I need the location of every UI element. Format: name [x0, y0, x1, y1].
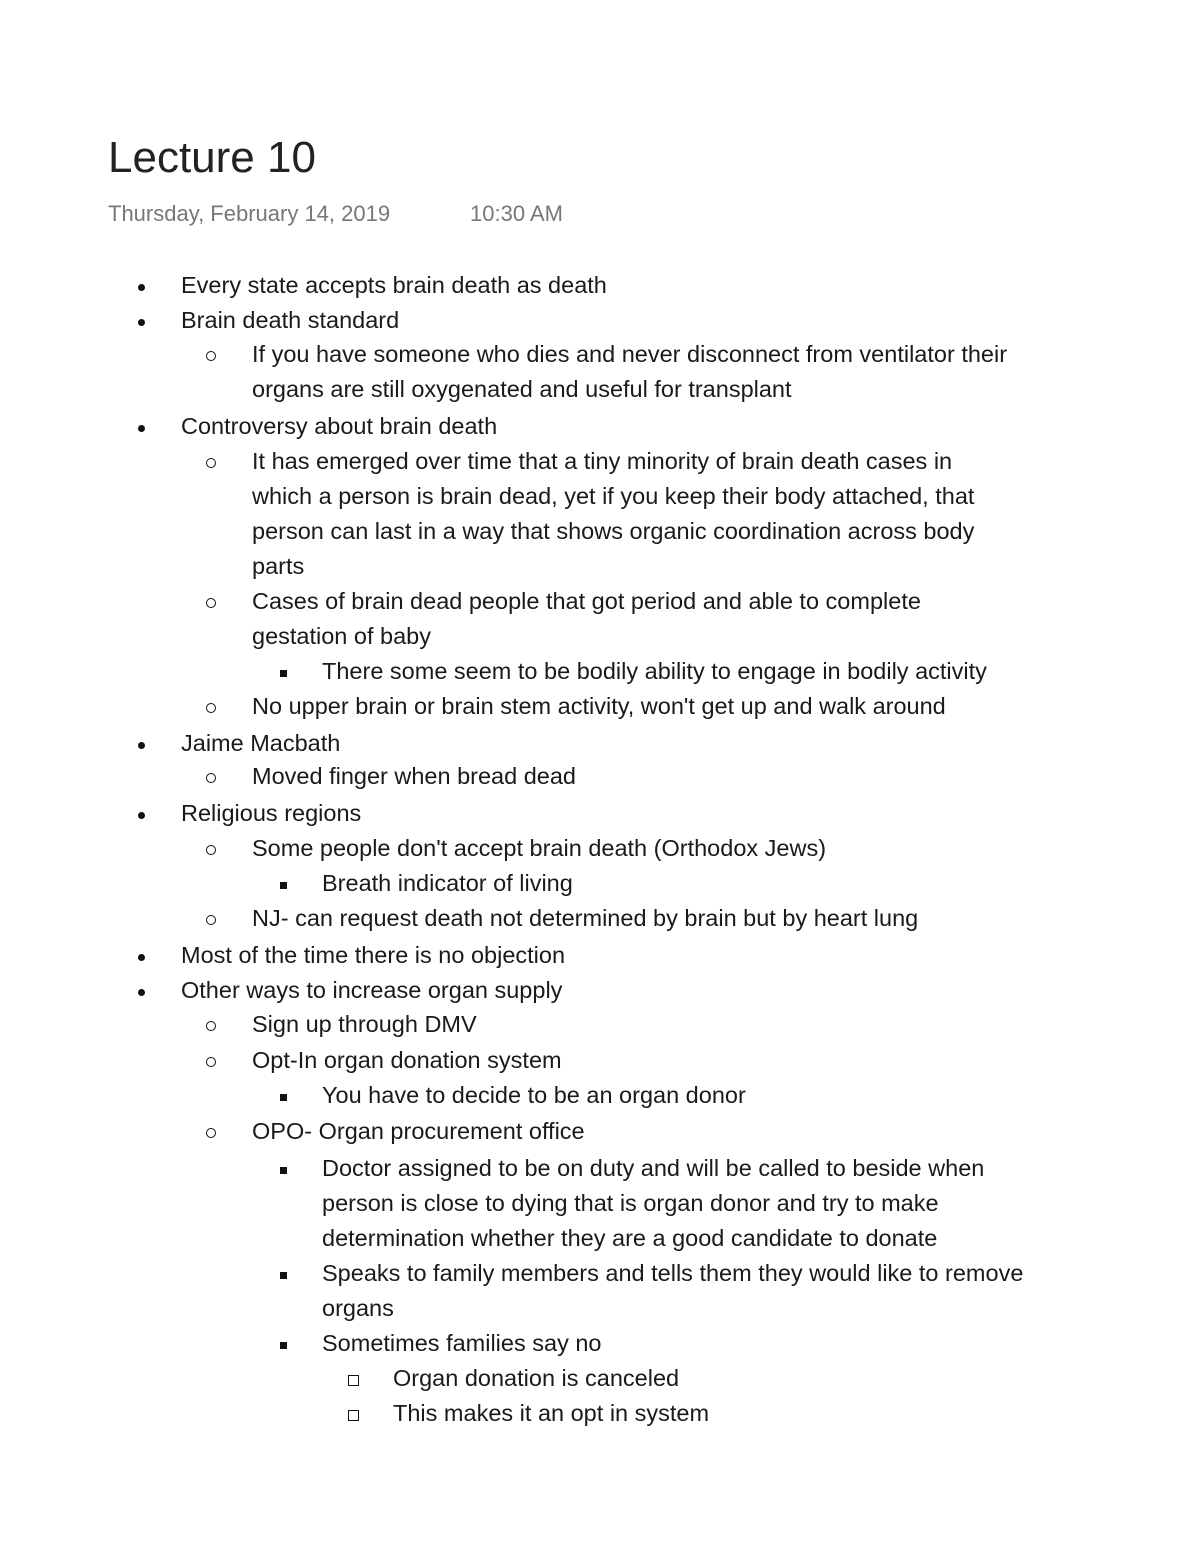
list-item-continuation: person can last in a way that shows organic coordination across body	[252, 518, 975, 544]
bullet-icon	[206, 458, 216, 468]
bullet-marker-level-2	[206, 444, 216, 479]
bullet-icon	[206, 845, 216, 855]
list-item: Cases of brain dead people that got period and able to complete	[252, 588, 921, 614]
bullet-icon	[206, 1021, 216, 1031]
bullet-icon	[138, 812, 145, 819]
bullet-marker-level-2	[206, 689, 216, 724]
bullet-icon	[206, 773, 216, 783]
bullet-marker-level-3	[280, 1151, 287, 1186]
list-item: Controversy about brain death	[181, 413, 498, 439]
bullet-marker-level-4	[348, 1396, 359, 1431]
list-item: Sometimes families say no	[322, 1330, 602, 1356]
bullet-marker-level-3	[280, 866, 287, 901]
list-item: Religious regions	[181, 800, 362, 826]
list-item: If you have someone who dies and never disconnect from ventilator their	[252, 341, 1008, 367]
bullet-marker-level-3	[280, 1078, 287, 1113]
bullet-marker-level-2	[206, 759, 216, 794]
note-meta	[108, 199, 563, 229]
list-item: Most of the time there is no objection	[181, 942, 566, 968]
list-item: Organ donation is canceled	[393, 1365, 680, 1391]
bullet-marker-level-1	[138, 973, 145, 1008]
bullet-marker-level-4	[348, 1361, 359, 1396]
bullet-icon	[138, 425, 145, 432]
bullet-marker-level-1	[138, 409, 145, 444]
list-item-continuation: gestation of baby	[252, 623, 431, 649]
bullet-icon	[206, 598, 216, 608]
bullet-icon	[138, 954, 145, 961]
list-item: Moved finger when bread dead	[252, 763, 576, 789]
bullet-marker-level-1	[138, 268, 145, 303]
bullet-icon	[206, 1128, 216, 1138]
list-item: There some seem to be bodily ability to engage in bodily activity	[322, 658, 987, 684]
bullet-icon	[280, 882, 287, 889]
note-time: 10:30 AM	[470, 201, 563, 226]
list-item-continuation: which a person is brain dead, yet if you keep their body attached, that	[252, 483, 975, 509]
bullet-marker-level-3	[280, 1326, 287, 1361]
list-item-continuation: organs are still oxygenated and useful for transplant	[252, 376, 792, 402]
bullet-marker-level-2	[206, 831, 216, 866]
list-item: Other ways to increase organ supply	[181, 977, 563, 1003]
bullet-marker-level-1	[138, 938, 145, 973]
bullet-icon	[280, 1094, 287, 1101]
list-item: Brain death standard	[181, 307, 400, 333]
list-item: It has emerged over time that a tiny minority of brain death cases in	[252, 448, 953, 474]
list-item: Doctor assigned to be on duty and will be called to beside when	[322, 1155, 985, 1181]
list-item: Breath indicator of living	[322, 870, 573, 896]
list-item: Speaks to family members and tells them they would like to remove	[322, 1260, 1024, 1286]
bullet-marker-level-1	[138, 303, 145, 338]
bullet-icon	[138, 742, 145, 749]
bullet-marker-level-3	[280, 654, 287, 689]
bullet-icon	[348, 1375, 359, 1386]
bullet-marker-level-2	[206, 1114, 216, 1149]
list-item-continuation: person is close to dying that is organ donor and try to make	[322, 1190, 939, 1216]
bullet-icon	[206, 915, 216, 925]
list-item-continuation: determination whether they are a good candidate to donate	[322, 1225, 938, 1251]
bullet-icon	[206, 1057, 216, 1067]
bullet-icon	[206, 351, 216, 361]
bullet-icon	[280, 1167, 287, 1174]
bullet-marker-level-2	[206, 1007, 216, 1042]
bullet-marker-level-3	[280, 1256, 287, 1291]
bullet-icon	[280, 670, 287, 677]
list-item: Every state accepts brain death as death	[181, 272, 607, 298]
list-item-continuation: parts	[252, 553, 305, 579]
list-item: Opt-In organ donation system	[252, 1047, 562, 1073]
bullet-marker-level-2	[206, 337, 216, 372]
list-item: NJ- can request death not determined by brain but by heart lung	[252, 905, 919, 931]
list-item: You have to decide to be an organ donor	[322, 1082, 746, 1108]
bullet-icon	[348, 1410, 359, 1421]
page-title: Lecture 10	[108, 133, 316, 182]
note-date: Thursday, February 14, 2019	[108, 201, 391, 226]
bullet-marker-level-1	[138, 726, 145, 761]
bullet-icon	[206, 703, 216, 713]
list-item-continuation: organs	[322, 1295, 394, 1321]
bullet-icon	[138, 319, 145, 326]
bullet-icon	[138, 989, 145, 996]
list-item: No upper brain or brain stem activity, won't get up and walk around	[252, 693, 946, 719]
bullet-marker-level-1	[138, 796, 145, 831]
bullet-marker-level-2	[206, 901, 216, 936]
bullet-icon	[138, 284, 145, 291]
bullet-icon	[280, 1342, 287, 1349]
list-item: Sign up through DMV	[252, 1011, 477, 1037]
bullet-marker-level-2	[206, 584, 216, 619]
bullet-marker-level-2	[206, 1043, 216, 1078]
list-item: This makes it an opt in system	[393, 1400, 710, 1426]
list-item: OPO- Organ procurement office	[252, 1118, 585, 1144]
list-item: Some people don't accept brain death (Orthodox Jews)	[252, 835, 827, 861]
list-item: Jaime Macbath	[181, 730, 341, 756]
bullet-icon	[280, 1272, 287, 1279]
